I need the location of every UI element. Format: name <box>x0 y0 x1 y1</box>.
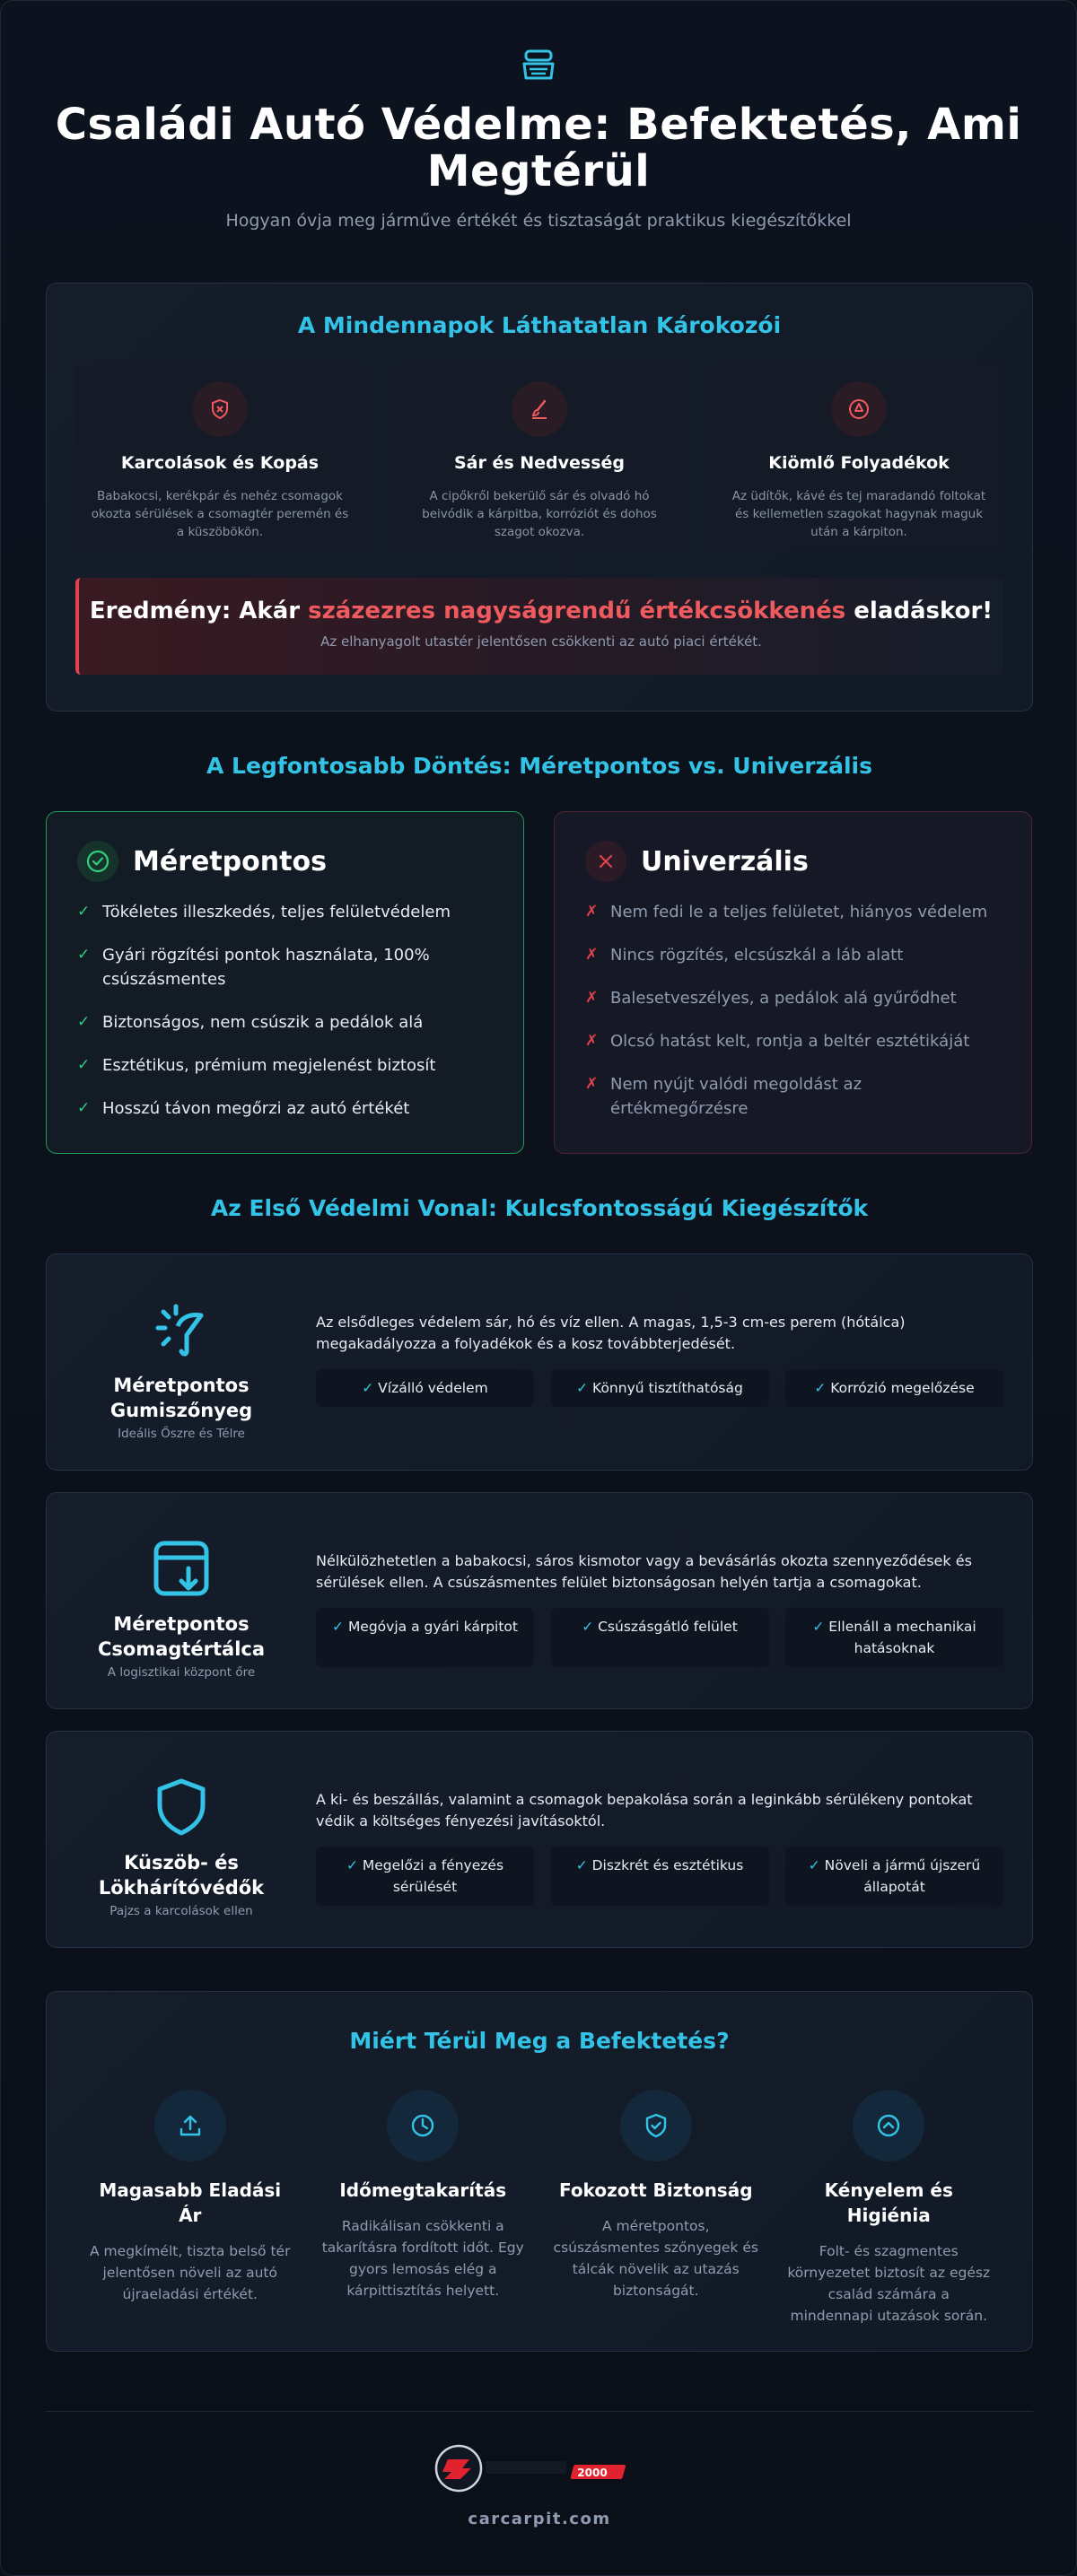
cross-icon: ✗ <box>585 903 599 921</box>
benefit-text: A méretpontos, csúszásmentes szőnyegek és tálcák növelik az utazás biztonságát. <box>553 2218 758 2299</box>
damage-title: Kiömlő Folyadékok <box>768 453 950 473</box>
accessory-card <box>46 1492 1033 1709</box>
pros-list <box>77 900 493 1121</box>
benefit-title: Időmegtakarítás <box>339 2179 507 2201</box>
smile-icon <box>874 2111 903 2140</box>
benefit-title: Magasabb Eladási Ár <box>99 2179 282 2226</box>
accessory-description: Nélkülözhetetlen a babakocsi, sáros kismotor vagy a bevásárlás okozta szennyeződések és sérülések ellen. A csúszásmentes felület biztonságosan helyén tartja a csomagokat. <box>316 1552 972 1591</box>
brand-logo <box>432 2440 647 2493</box>
check-icon: ✓ <box>814 1380 831 1396</box>
list-item: ✓ Gyári rögzítési pontok használata, 100% csúszásmentes <box>77 943 493 991</box>
benefit-item <box>87 2090 293 2327</box>
cross-icon: ✗ <box>585 1075 599 1093</box>
cons-list <box>585 900 1001 1121</box>
accessory-name: Méretpontos Gumiszőnyeg <box>109 1375 253 1421</box>
list-item: ✓ Tökéletes illeszkedés, teljes felületvédelem <box>77 900 493 924</box>
compare-title: Univerzális <box>641 845 809 878</box>
benefit-item <box>320 2090 526 2327</box>
damage-text: A cipőkről bekerülő sár és olvadó hó beivódik a kárpitba, korróziót és dohos szagot okozva. <box>422 489 657 539</box>
compare-title: Méretpontos <box>133 845 327 878</box>
damage-card <box>714 365 1003 549</box>
damages-section <box>46 283 1033 712</box>
benefit-text: Folt- és szagmentes környezetet biztosít az egész család számára a mindennapi utazások során. <box>787 2243 991 2324</box>
benefit-title: Fokozott Biztonság <box>558 2179 753 2201</box>
list-item: ✓ Biztonságos, nem csúszik a pedálok alá <box>77 1010 493 1035</box>
header <box>1 1 1076 231</box>
feature-chip: ✓ Könnyű tisztíthatóság <box>551 1369 769 1407</box>
cross-icon: ✗ <box>585 1032 599 1050</box>
feature-chip: ✓ Korrózió megelőzése <box>785 1369 1003 1407</box>
feature-chip: ✓ Csúszásgátló felület <box>551 1608 769 1667</box>
why-section <box>46 1991 1033 2352</box>
cross-icon: ✗ <box>585 989 599 1007</box>
accessory-description: A ki- és beszállás, valamint a csomagok bepakolása során a leginkább sérülékeny pontokat védik a költséges fényezési javításoktól. <box>316 1791 973 1829</box>
check-icon: ✓ <box>808 1857 825 1873</box>
feature-chip: ✓ Diszkrét és esztétikus <box>551 1847 769 1906</box>
car-mat-icon <box>519 46 558 85</box>
accessory-card <box>46 1731 1033 1948</box>
result-subtext: Az elhanyagolt utastér jelentősen csökkenti az autó piaci értékét. <box>320 633 762 650</box>
shield-check-icon <box>642 2111 670 2140</box>
check-icon: ✓ <box>362 1380 379 1396</box>
check-icon: ✓ <box>576 1380 593 1396</box>
accessory-name: Méretpontos Csomagtértálca <box>97 1613 266 1660</box>
drop-icon <box>847 397 871 421</box>
check-icon: ✓ <box>77 903 91 921</box>
damages-title: A Mindennapok Láthatatlan Károkozói <box>297 312 782 338</box>
check-icon: ✓ <box>812 1619 829 1635</box>
check-icon: ✓ <box>77 1099 91 1117</box>
shield-icon <box>151 1777 212 1838</box>
benefit-item <box>553 2090 759 2327</box>
list-item: ✗ Nincs rögzítés, elcsúszkál a láb alatt <box>585 943 1001 967</box>
benefit-title: Kényelem és Higiénia <box>824 2179 953 2226</box>
weather-umbrella-icon <box>151 1299 212 1360</box>
list-item: ✗ Balesetveszélyes, a pedálok alá gyűrődhet <box>585 986 1001 1010</box>
trunk-tray-icon <box>151 1538 212 1599</box>
compare-card-universal <box>554 811 1032 1154</box>
list-item: ✓ Hosszú távon megőrzi az autó értékét <box>77 1096 493 1121</box>
benefit-text: Radikálisan csökkenti a takarításra fordított időt. Egy gyors lemosás elég a kárpittisztítás helyett. <box>321 2218 524 2299</box>
feature-chip: ✓ Vízálló védelem <box>316 1369 534 1407</box>
upload-icon <box>176 2111 205 2140</box>
brush-icon <box>528 397 551 421</box>
check-icon: ✓ <box>77 1013 91 1031</box>
accessory-description: Az elsődleges védelem sár, hó és víz ellen. A magas, 1,5-3 cm-es perem (hótálca) megakadályozza a folyadékok és a kosz továbbterjedését. <box>316 1314 906 1352</box>
check-icon: ✓ <box>77 946 91 964</box>
accessory-subtitle: Pajzs a karcolások ellen <box>109 1904 253 1918</box>
benefit-text: A megkímélt, tiszta belső tér jelentősen növeli az autó újraeladási értékét. <box>90 2243 291 2302</box>
why-title: Miért Térül Meg a Befektetés? <box>349 2028 730 2054</box>
accessories-title: Az Első Védelmi Vonal: Kulcsfontosságú Kiegészítők <box>210 1195 869 1221</box>
damage-card <box>395 365 684 549</box>
x-icon <box>595 851 617 872</box>
accessory-subtitle: A logisztikai központ őre <box>107 1665 256 1680</box>
check-icon: ✓ <box>332 1619 348 1635</box>
shield-x-icon <box>208 397 232 421</box>
list-item: ✗ Nem nyújt valódi megoldást az értékmegőrzésre <box>585 1072 1001 1121</box>
check-icon: ✓ <box>582 1619 599 1635</box>
page-subtitle: Hogyan óvja meg járműve értékét és tisztaságát praktikus kiegészítőkkel <box>225 211 852 231</box>
check-icon: ✓ <box>77 1056 91 1074</box>
result-headline: Eredmény: Akár százezres nagyságrendű értékcsökkenés eladáskor! <box>89 598 994 624</box>
compare-card-fitted <box>46 811 524 1154</box>
result-banner <box>75 578 1003 675</box>
benefit-item <box>785 2090 992 2327</box>
list-item: ✓ Esztétikus, prémium megjelenést biztosít <box>77 1053 493 1078</box>
damage-title: Sár és Nedvesség <box>453 453 626 473</box>
divider <box>46 2411 1033 2412</box>
check-circle-icon <box>85 849 110 874</box>
decision-title: A Legfontosabb Döntés: Méretpontos vs. Univerzális <box>206 753 872 779</box>
logo-badge-text: 2000 <box>577 2467 608 2479</box>
feature-chip: ✓ Növeli a jármű újszerű állapotát <box>785 1847 1003 1906</box>
cross-icon: ✗ <box>585 946 599 964</box>
accessory-card <box>46 1253 1033 1471</box>
damage-card <box>75 365 364 549</box>
feature-chip: ✓ Ellenáll a mechanikai hatásoknak <box>785 1608 1003 1667</box>
footer <box>1 2440 1077 2528</box>
check-icon: ✓ <box>346 1857 363 1873</box>
feature-chip: ✓ Megelőzi a fényezés sérülését <box>316 1847 534 1906</box>
accessory-subtitle: Ideális Őszre és Télre <box>118 1427 245 1441</box>
site-url[interactable]: carcarpit.com <box>468 2510 611 2528</box>
damage-text: Babakocsi, kerékpár és nehéz csomagok okozta sérülések a csomagtér peremén és a küszöbökön. <box>91 489 349 539</box>
list-item: ✗ Nem fedi le a teljes felületet, hiányos védelem <box>585 900 1001 924</box>
page-title: Családi Autó Védelme: Befektetés, Ami Megtérül <box>55 100 1022 196</box>
result-highlight: százezres nagyságrendű értékcsökkenés <box>308 598 846 624</box>
damage-text: Az üdítők, kávé és tej maradandó foltokat és kellemetlen szagokat hagynak maguk után a kárpiton. <box>731 489 986 539</box>
damage-title: Karcolások és Kopás <box>120 453 320 473</box>
accessory-name: Küszöb- és Lökhárítóvédők <box>98 1852 265 1899</box>
feature-chip: ✓ Megóvja a gyári kárpitot <box>316 1608 534 1667</box>
list-item: ✗ Olcsó hatást kelt, rontja a beltér esztétikáját <box>585 1029 1001 1053</box>
clock-icon <box>408 2111 437 2140</box>
check-icon: ✓ <box>575 1857 592 1873</box>
